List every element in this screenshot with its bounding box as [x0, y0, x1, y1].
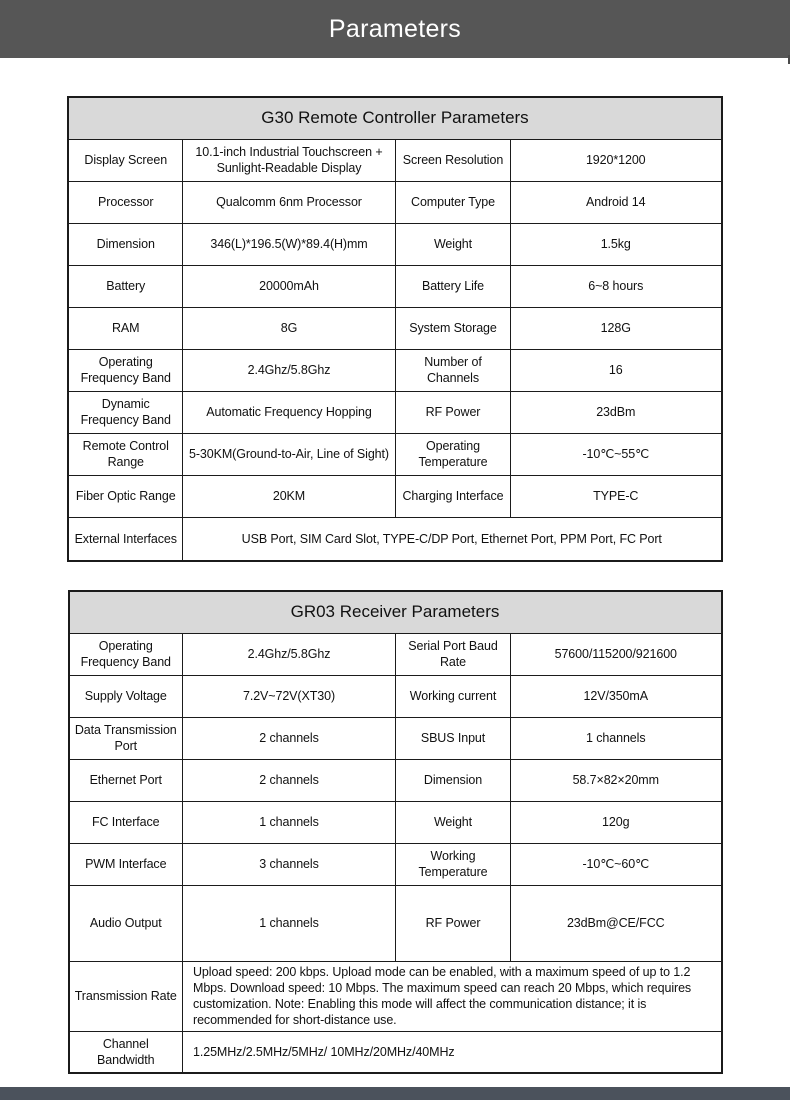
param-label: RAM [68, 307, 182, 349]
param-label: PWM Interface [69, 843, 183, 885]
param-label: Dimension [68, 223, 182, 265]
param-value: 346(L)*196.5(W)*89.4(H)mm [182, 223, 395, 265]
param-value: Dimension [396, 759, 511, 801]
g30-parameters-table [67, 96, 722, 562]
param-label: FC Interface [69, 801, 183, 843]
param-value: 1 channels [183, 885, 396, 961]
table-row [69, 759, 722, 801]
table-row [68, 139, 721, 181]
table-row [69, 843, 722, 885]
param-label: Ethernet Port [69, 759, 183, 801]
param-value: 2 channels [183, 717, 396, 759]
content [0, 96, 790, 1074]
param-value: 3 channels [183, 843, 396, 885]
param-value: 6~8 hours [510, 265, 721, 307]
table-row [69, 633, 722, 675]
param-label: Operating Frequency Band [68, 349, 182, 391]
param-value: 8G [182, 307, 395, 349]
param-value: 58.7×82×20mm [511, 759, 722, 801]
param-value: Qualcomm 6nm Processor [182, 181, 395, 223]
param-value: Android 14 [510, 181, 721, 223]
param-value: Serial Port Baud Rate [396, 633, 511, 675]
param-value: Charging Interface [395, 475, 510, 517]
param-value: Working Temperature [396, 843, 511, 885]
param-label: Operating Frequency Band [69, 633, 183, 675]
table-row [69, 1031, 722, 1073]
param-label: Display Screen [68, 139, 182, 181]
param-value: 23dBm@CE/FCC [511, 885, 722, 961]
param-value: 1.5kg [510, 223, 721, 265]
param-value: 5-30KM(Ground-to-Air, Line of Sight) [182, 433, 395, 475]
table-title: GR03 Receiver Parameters [69, 591, 722, 633]
param-value: Weight [396, 801, 511, 843]
table-row [68, 307, 721, 349]
table-title: G30 Remote Controller Parameters [68, 97, 721, 139]
param-value: 20000mAh [182, 265, 395, 307]
param-value: 1 channels [511, 717, 722, 759]
table-row [68, 475, 721, 517]
param-value: -10℃~55℃ [510, 433, 721, 475]
param-label: Data Transmission Port [69, 717, 183, 759]
param-label: Transmission Rate [69, 961, 183, 1031]
table-row [69, 717, 722, 759]
param-label: Supply Voltage [69, 675, 183, 717]
table-row [68, 223, 721, 265]
param-label: External Interfaces [68, 517, 182, 561]
param-value: 2.4Ghz/5.8Ghz [183, 633, 396, 675]
table-row [68, 433, 721, 475]
param-value: 23dBm [510, 391, 721, 433]
param-value: 20KM [182, 475, 395, 517]
param-value: -10℃~60℃ [511, 843, 722, 885]
param-value: 128G [510, 307, 721, 349]
param-label: Dynamic Frequency Band [68, 391, 182, 433]
table-row [69, 801, 722, 843]
param-label: Battery [68, 265, 182, 307]
table-row [69, 675, 722, 717]
param-value: TYPE-C [510, 475, 721, 517]
param-value: SBUS Input [396, 717, 511, 759]
param-value: Operating Temperature [395, 433, 510, 475]
table-title-row [69, 591, 722, 633]
param-label: Channel Bandwidth [69, 1031, 183, 1073]
table-row [68, 391, 721, 433]
param-value: 2 channels [183, 759, 396, 801]
param-value: 10.1-inch Industrial Touchscreen + Sunlight-Readable Display [182, 139, 395, 181]
param-value: 1.25MHz/2.5MHz/5MHz/ 10MHz/20MHz/40MHz [183, 1031, 722, 1073]
page-title: Parameters [328, 14, 462, 43]
param-value: USB Port, SIM Card Slot, TYPE-C/DP Port, Ethernet Port, PPM Port, FC Port [182, 517, 721, 561]
param-value: Computer Type [395, 181, 510, 223]
page-footer-bar [0, 1087, 790, 1100]
param-value: Working current [396, 675, 511, 717]
table-row [68, 517, 721, 561]
param-label: Fiber Optic Range [68, 475, 182, 517]
param-value: Weight [395, 223, 510, 265]
param-value: 57600/115200/921600 [511, 633, 722, 675]
param-value: Battery Life [395, 265, 510, 307]
param-label: Processor [68, 181, 182, 223]
param-value: Screen Resolution [395, 139, 510, 181]
param-value: RF Power [396, 885, 511, 961]
param-value: Upload speed: 200 kbps. Upload mode can be enabled, with a maximum speed of up to 1.2 Mbps. Download speed: 10 Mbps. The maximum speed can reach 20 Mbps, which requires customization. Note: Enabling this mode will affect the communication distance; it is recommended for short-distance use. [183, 961, 722, 1031]
param-value: 120g [511, 801, 722, 843]
param-value: 16 [510, 349, 721, 391]
gr03-parameters-table [68, 590, 723, 1074]
page-header [0, 0, 790, 58]
param-value: RF Power [395, 391, 510, 433]
param-value: 7.2V~72V(XT30) [183, 675, 396, 717]
param-value: 12V/350mA [511, 675, 722, 717]
param-value: 2.4Ghz/5.8Ghz [182, 349, 395, 391]
param-value: 1920*1200 [510, 139, 721, 181]
param-value: Automatic Frequency Hopping [182, 391, 395, 433]
table-row [69, 961, 722, 1031]
table-row [68, 349, 721, 391]
param-label: Audio Output [69, 885, 183, 961]
table-row [68, 265, 721, 307]
param-value: Number of Channels [395, 349, 510, 391]
param-label: Remote Control Range [68, 433, 182, 475]
table-row [68, 181, 721, 223]
param-value: 1 channels [183, 801, 396, 843]
table-title-row [68, 97, 721, 139]
param-value: System Storage [395, 307, 510, 349]
table-row [69, 885, 722, 961]
